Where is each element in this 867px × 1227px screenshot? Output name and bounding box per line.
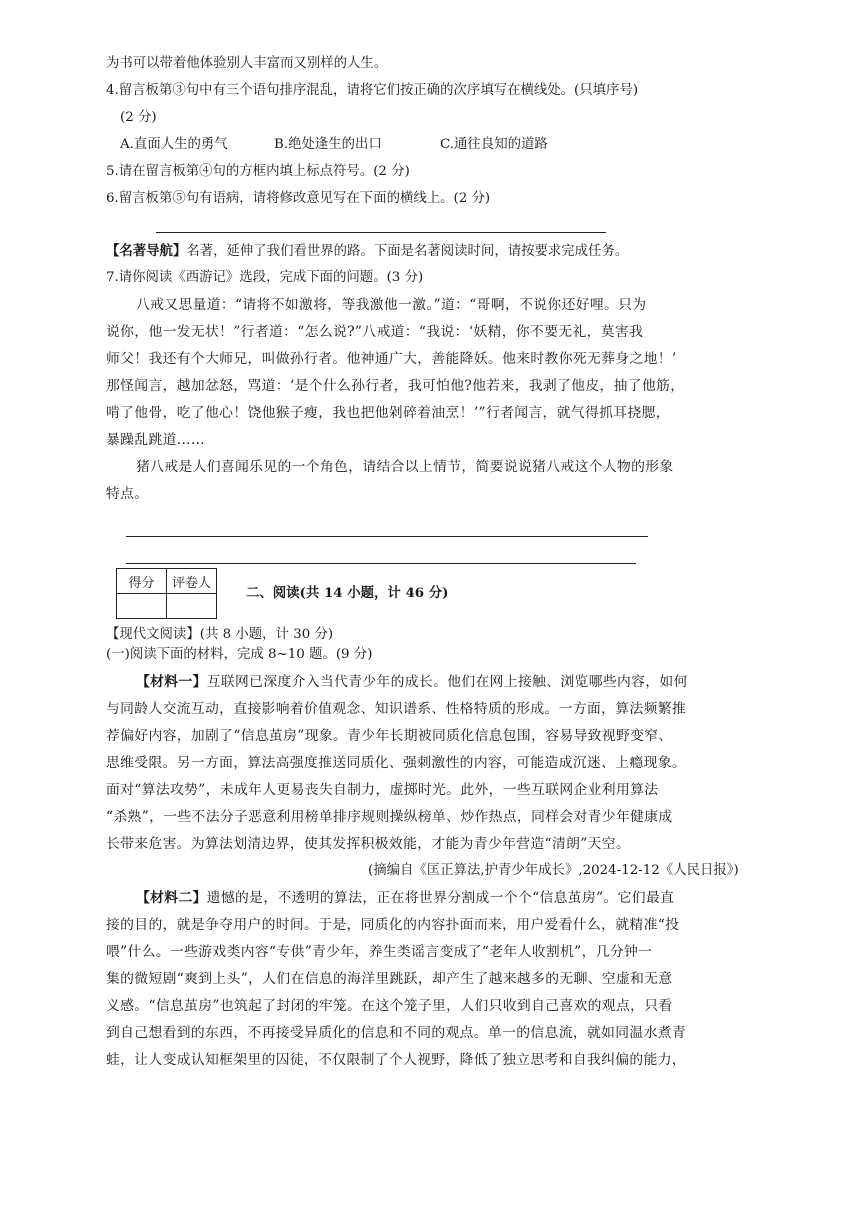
option-b: B.绝处逢生的出口	[274, 137, 382, 152]
question-7-prompt-end: 特点。	[106, 486, 149, 502]
answer-line	[126, 536, 648, 537]
material-2-line: 义感。“信息茧房”也筑起了封闭的牢笼。在这个笼子里，人们只收到自己喜欢的观点，只看	[106, 998, 673, 1014]
material-1-line: “杀熟”，一些不法分子恶意利用榜单排序规则操纵榜单、炒作热点，同样会对青少年健康成	[106, 809, 673, 825]
grader-cell[interactable]	[167, 594, 217, 619]
answer-line	[156, 232, 606, 233]
material-1-source: (摘编自《匡正算法,护青少年成长》,2024-12-12《人民日报》)	[368, 863, 739, 878]
score-table	[116, 568, 217, 619]
material-2-heading: 【材料二】	[136, 890, 207, 906]
material-2-line: 到自己想看到的东西，不再接受异质化的信息和不同的观点。单一的信息流，就如同温水煮青	[106, 1025, 687, 1041]
material-1-line: 荐偏好内容，加剧了“信息茧房”现象。青少年长期被同质化信息包围，容易导致视野变窄、	[106, 728, 673, 744]
grader-header: 评卷人	[167, 569, 217, 594]
question-4-points: (2 分)	[120, 110, 157, 125]
material-2-line: 蛙，让人变成认知框架里的囚徒，不仅限制了个人视野，降低了独立思考和自我纠偏的能力，	[106, 1052, 687, 1068]
question-4: 4.留言板第③句中有三个语句排序混乱，请将它们按正确的次序填写在横线处。(只填序号)	[106, 83, 639, 98]
material-2-line: 接的目的，就是争夺用户的时间。于是，同质化的内容扑面而来，用户爱看什么，就精准“投	[106, 917, 680, 933]
material-1-line: 思维受限。另一方面，算法高强度推送同质化、强刺激性的内容，可能造成沉迷、上瘾现象。	[106, 755, 687, 771]
material-1-line	[136, 673, 688, 691]
material-1-line: 面对“算法攻势”，未成年人更易丧失自制力，虚掷时光。此外，一些互联网企业利用算法	[106, 782, 659, 798]
classics-nav-text: 名著，延伸了我们看世界的路。下面是名著阅读时间，请按要求完成任务。	[186, 244, 629, 259]
text-line: 为书可以带着他体验别人丰富而又别样的人生。	[106, 56, 388, 71]
material-2-text: 遗憾的是，不透明的算法，正在将世界分割成一个个“信息茧房”。它们最直	[206, 890, 675, 906]
excerpt-line: 师父！我还有个大师兄，叫做孙行者。他神通广大，善能降妖。他来时教你死无葬身之地！’	[106, 351, 677, 367]
excerpt-line: 那怪闻言，越加忿怒，骂道：‘是个什么孙行者，我可怕他?他若来，我剥了他皮，抽了他筋，	[106, 378, 685, 394]
subsection-1-heading: (一)阅读下面的材料，完成 8~10 题。(9 分)	[106, 647, 373, 662]
answer-line	[126, 563, 636, 564]
excerpt-line: 说你，他一发无状！”行者道：“怎么说?”八戒道：“我说：‘妖精，你不要无礼，莫害我	[106, 324, 644, 340]
material-2-line: 喂”什么。一些游戏类内容“专供”青少年，养生类谣言变成了“老年人收割机”，几分钟一	[106, 944, 653, 960]
material-2-line: 集的微短剧“爽到上头”，人们在信息的海洋里跳跃，却产生了越来越多的无聊、空虚和无意	[106, 971, 673, 987]
classics-nav	[106, 242, 628, 261]
material-1-text: 互联网已深度介入当代青少年的成长。他们在网上接触、浏览哪些内容，如何	[206, 674, 688, 690]
score-header: 得分	[117, 569, 167, 594]
option-a: A.直面人生的勇气	[120, 137, 228, 152]
section-2-heading: 二、阅读(共 14 小题，计 46 分)	[246, 585, 449, 601]
material-1-line: 长带来危害。为算法划清边界，使其发挥积极效能，才能为青少年营造“清朗”天空。	[106, 836, 631, 852]
material-1-line: 与同龄人交流互动，直接影响着价值观念、知识谱系、性格特质的形成。一方面，算法频繁推	[106, 701, 687, 717]
question-5: 5.请在留言板第④句的方框内填上标点符号。(2 分)	[106, 164, 410, 179]
excerpt-line: 啃了他骨，吃了他心！饶他猴子瘦，我也把他剁碎着油烹！’”行者闻言，就气得抓耳挠腮，	[106, 405, 670, 421]
classics-nav-heading: 【名著导航】	[106, 243, 187, 259]
question-6: 6.留言板第⑤句有语病，请将修改意见写在下面的横线上。(2 分)	[106, 191, 491, 206]
question-7: 7.请你阅读《西游记》选段，完成下面的问题。(3 分)	[106, 270, 424, 285]
material-2-line	[136, 889, 674, 907]
modern-reading-heading: 【现代文阅读】(共 8 小题，计 30 分)	[106, 627, 334, 642]
question-4-options	[120, 136, 740, 154]
material-1-heading: 【材料一】	[136, 674, 207, 690]
excerpt-line: 八戒又思量道：“请将不如激将，等我激他一激。”道：“哥啊，不说你还好哩。只为	[136, 297, 647, 313]
option-c: C.通往良知的道路	[440, 137, 548, 152]
score-cell[interactable]	[117, 594, 167, 619]
excerpt-line: 暴躁乱跳道……	[106, 432, 206, 448]
question-7-prompt: 猪八戒是人们喜闻乐见的一个角色，请结合以上情节，简要说说猪八戒这个人物的形象	[136, 459, 674, 475]
